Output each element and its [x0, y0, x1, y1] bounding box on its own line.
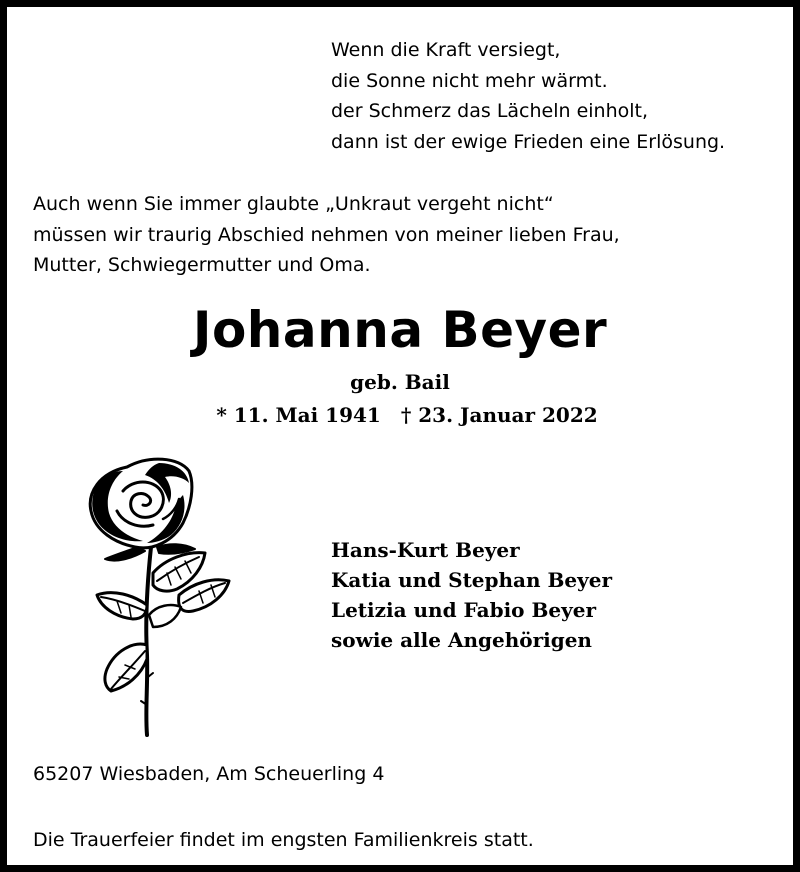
mourners-list [331, 535, 612, 655]
family-address: 65207 Wiesbaden, Am Scheuerling 4 [33, 763, 385, 785]
intro-line: Mutter, Schwiegermutter und Oma. [33, 254, 371, 276]
mourner-name: Letizia und Fabio Beyer [331, 598, 596, 622]
intro-line: müssen wir traurig Abschied nehmen von meiner lieben Frau, [33, 223, 620, 246]
rose-icon [87, 455, 237, 737]
mourner-name: Katia und Stephan Beyer [331, 568, 613, 592]
poem [331, 35, 725, 157]
deceased-name: Johanna Beyer [192, 301, 608, 359]
funeral-note: Die Trauerfeier findet im engsten Familienkreis statt. [33, 829, 534, 851]
life-dates [7, 400, 800, 430]
poem-line: die Sonne nicht mehr wärmt. [331, 69, 608, 92]
poem-line: dann ist der ewige Frieden eine Erlösung. [331, 130, 726, 153]
poem-line: der Schmerz das Lächeln einholt, [331, 100, 649, 122]
poem-line: Wenn die Kraft versiegt, [331, 39, 561, 61]
birth-date: * 11. Mai 1941 [216, 403, 381, 427]
mourner-name: Hans-Kurt Beyer [331, 538, 520, 562]
death-date: † 23. Januar 2022 [400, 403, 598, 427]
birth-name: geb. Bail [350, 370, 450, 394]
mourner-name: sowie alle Angehörigen [331, 628, 592, 652]
intro-line: Auch wenn Sie immer glaubte „Unkraut vergeht nicht“ [33, 193, 554, 215]
intro-text [33, 189, 783, 281]
